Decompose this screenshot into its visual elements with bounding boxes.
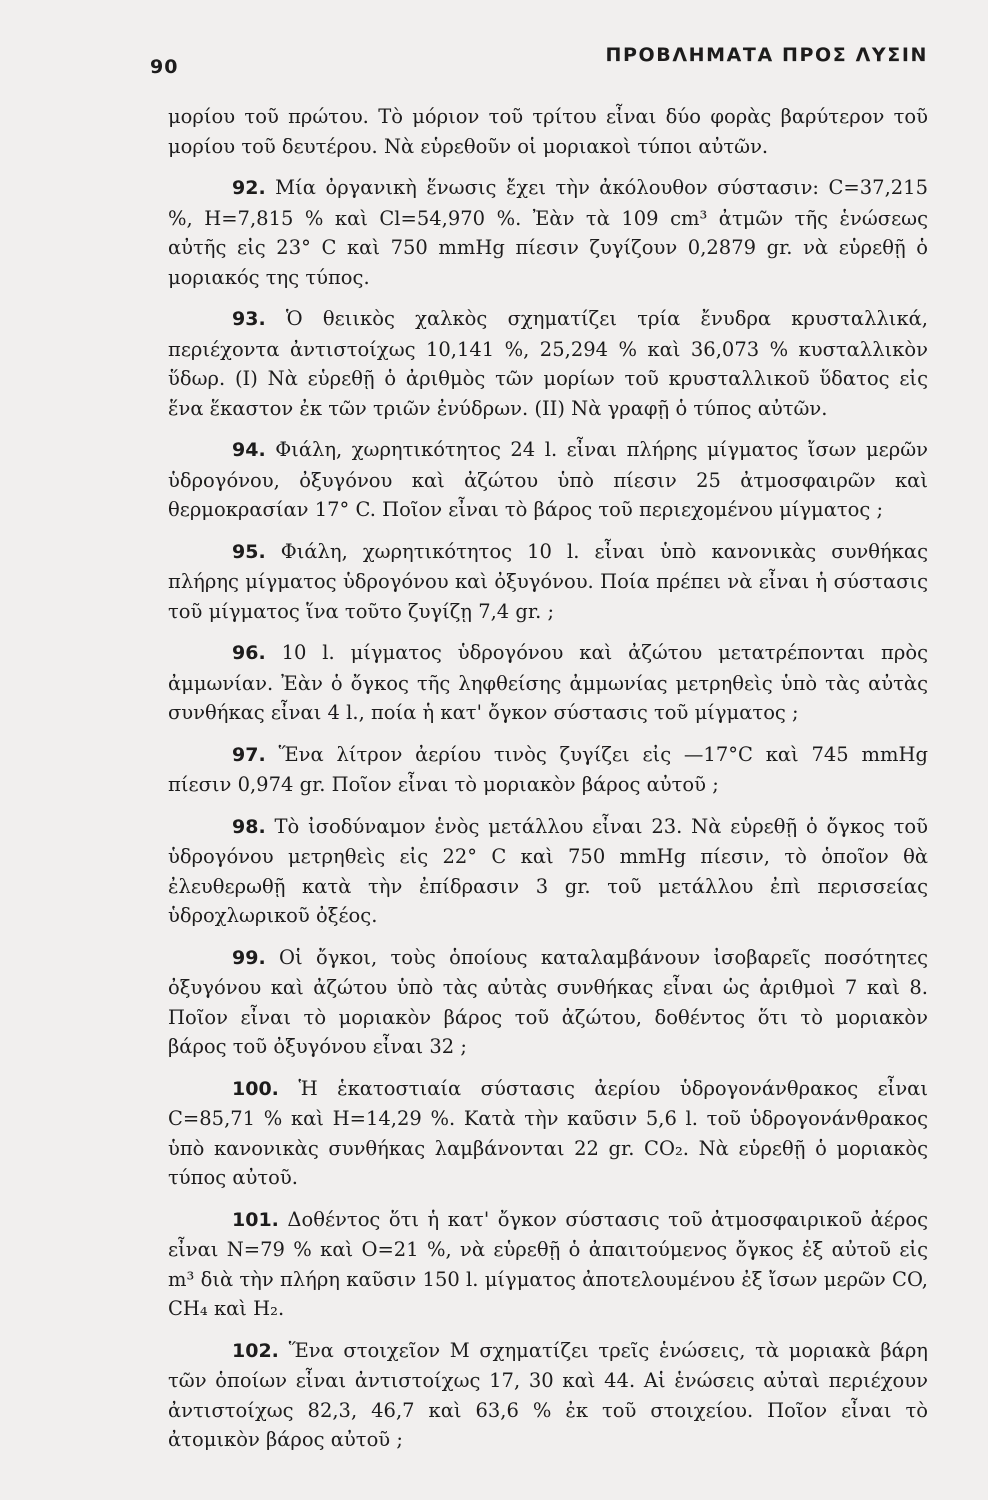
problem-99 — [168, 943, 928, 1062]
problem-number: 98. — [232, 815, 266, 838]
problem-number: 100. — [232, 1077, 279, 1100]
continued-paragraph: μορίου τοῦ πρώτου. Τὸ μόριον τοῦ τρίτου εἶναι δύο φορὰς βαρύτερον τοῦ μορίου τοῦ δευτέρου. Νὰ εὑρεθοῦν οἱ μοριακοὶ τύποι αὐτῶν. — [168, 105, 928, 158]
problem-number: 94. — [232, 439, 266, 461]
running-title: ΠΡΟΒΛΗΜΑΤΑ ΠΡΟΣ ΛΥΣΙΝ — [605, 44, 928, 66]
problem-text: Φιάλη, χωρητικότητος 10 l. εἶναι ὑπὸ κανονικὰς συνθήκας πλήρης μίγματος ὑδρογόνου καὶ ὀξυγόνου. Ποία πρέπει νὰ εἶναι ἡ σύστασις τοῦ μίγματος ἵνα τοῦτο ζυγίζῃ 7,4 gr. ; — [168, 539, 928, 623]
problem-text: Ἕνα στοιχεῖον Μ σχηματίζει τρεῖς ἑνώσεις, τὰ μοριακὰ βάρη τῶν ὁποίων εἶναι ἀντιστοίχως 17, 30 καὶ 44. Αἱ ἑνώσεις αὐταὶ περιέχουν ἀντιστοίχως 82,3, 46,7 καὶ 63,6 % ἐκ τοῦ στοιχείου. Ποῖον εἶναι τὸ ἀτομικὸν βάρος αὐτοῦ ; — [168, 1338, 928, 1451]
problem-text: Τὸ ἰσοδύναμον ἑνὸς μετάλλου εἶναι 23. Νὰ εὑρεθῇ ὁ ὄγκος τοῦ ὑδρογόνου μετρηθεὶς εἰς 22° C καὶ 750 mmHg πίεσιν, τὸ ὁποῖον θὰ ἐλευθερωθῇ κατὰ τὴν ἐπίδρασιν 3 gr. τοῦ μετάλλου ἐπὶ περισσείας ὑδροχλωρικοῦ ὀξέος. — [168, 814, 928, 927]
problem-96 — [168, 638, 928, 728]
problem-number: 95. — [232, 540, 266, 563]
problem-98 — [168, 812, 928, 931]
problem-text: Ὁ θειικὸς χαλκὸς σχηματίζει τρία ἔνυδρα κρυσταλλικά, περιέχοντα ἀντιστοίχως 10,141 %, 25,294 % καὶ 36,073 % κυσταλλικὸν ὕδωρ. (Ι) Νὰ εὑρεθῇ ὁ ἀριθμὸς τῶν μορίων τοῦ κρυσταλλικοῦ ὕδατος εἰς ἕνα ἕκαστον ἐκ τῶν τριῶν ἐνύδρων. (ΙΙ) Νὰ γραφῇ ὁ τύπος αὐτῶν. — [168, 307, 929, 420]
page-number: 90 — [150, 56, 179, 78]
problem-number: 97. — [232, 743, 266, 766]
problem-95 — [168, 537, 928, 627]
problem-100 — [168, 1074, 928, 1193]
problem-text: Δοθέντος ὅτι ἡ κατ' ὄγκον σύστασις τοῦ ἀτμοσφαιρικοῦ ἀέρος εἶναι N=79 % καὶ O=21 %, νὰ εὑρεθῇ ὁ ἀπαιτούμενος ὄγκος ἐξ αὐτοῦ εἰς m³ διὰ τὴν πλήρη καῦσιν 150 l. μίγματος ἀποτελουμένου ἐξ ἴσων μερῶν CO, CH₄ καὶ H₂. — [168, 1207, 928, 1320]
problem-text: Μία ὀργανικὴ ἕνωσις ἔχει τὴν ἀκόλουθον σύστασιν: C=37,215 %, H=7,815 % καὶ Cl=54,970 %. Ἐὰν τὰ 109 cm³ ἀτμῶν τῆς ἑνώσεως αὐτῆς εἰς 23° C καὶ 750 mmHg πίεσιν ζυγίζουν 0,2879 gr. νὰ εὑρεθῇ ὁ μοριακός της τύπος. — [168, 176, 928, 289]
problem-text: Ἡ ἑκατοστιαία σύστασις ἀερίου ὑδρογονάνθρακος εἶναι C=85,71 % καὶ H=14,29 %. Κατὰ τὴν καῦσιν 5,6 l. τοῦ ὑδρογονάνθρακος ὑπὸ κανονικὰς συνθήκας λαμβάνονται 22 gr. CO₂. Νὰ εὑρεθῇ ὁ μοριακὸς τύπος αὐτοῦ. — [168, 1076, 928, 1189]
problem-text: Ἕνα λίτρον ἀερίου τινὸς ζυγίζει εἰς —17°C καὶ 745 mmHg πίεσιν 0,974 gr. Ποῖον εἶναι τὸ μοριακὸν βάρος αὐτοῦ ; — [168, 742, 928, 796]
problem-text: Οἱ ὄγκοι, τοὺς ὁποίους καταλαμβάνουν ἰσοβαρεῖς ποσότητες ὀξυγόνου καὶ ἀζώτου ὑπὸ τὰς αὐτὰς συνθήκας εἶναι ὡς ἀριθμοὶ 7 καὶ 8. Ποῖον εἶναι τὸ μοριακὸν βάρος τοῦ ἀζώτου, δοθέντος ὅτι τὸ μοριακὸν βάρος τοῦ ὀξυγόνου εἶναι 32 ; — [168, 945, 928, 1058]
problem-94 — [168, 435, 928, 525]
problem-number: 99. — [232, 946, 266, 969]
problem-97 — [168, 740, 928, 800]
problem-number: 102. — [232, 1339, 279, 1362]
page-header — [150, 44, 928, 78]
problem-text: 10 l. μίγματος ὑδρογόνου καὶ ἀζώτου μετατρέπονται πρὸς ἀμμωνίαν. Ἐὰν ὁ ὄγκος τῆς ληφθείσης ἀμμωνίας μετρηθεὶς ὑπὸ τὰς αὐτὰς συνθήκας εἶναι 4 l., ποία ἡ κατ' ὄγκον σύστασις τοῦ μίγματος ; — [168, 641, 928, 724]
problem-number: 96. — [232, 642, 266, 664]
page-body — [168, 102, 928, 1455]
problem-number: 92. — [232, 177, 266, 199]
problem-number: 93. — [232, 308, 266, 330]
problem-number: 101. — [232, 1208, 279, 1231]
problem-text: Φιάλη, χωρητικότητος 24 l. εἶναι πλήρης μίγματος ἴσων μερῶν ὑδρογόνου, ὀξυγόνου καὶ ἀζώτου ὑπὸ πίεσιν 25 ἀτμοσφαιρῶν καὶ θερμοκρασίαν 17° C. Ποῖον εἶναι τὸ βάρος τοῦ περιεχομένου μίγματος ; — [168, 438, 928, 521]
problem-102 — [168, 1336, 928, 1455]
problem-93 — [168, 304, 928, 423]
problem-92 — [168, 173, 928, 292]
problem-101 — [168, 1205, 928, 1324]
